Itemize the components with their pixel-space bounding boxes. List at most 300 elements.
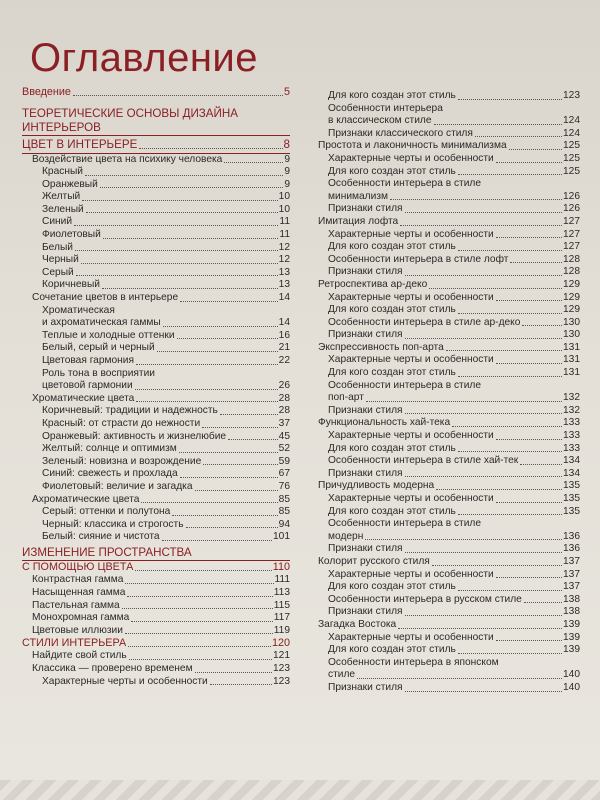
toc-entry-page: 131 [563,367,580,379]
toc-entry[interactable] [22,191,290,204]
toc-entry-title: Для кого создан этот стиль [328,367,456,379]
toc-entry-title: Загадка Востока [318,618,397,630]
toc-entry-title: Имитация лофта [318,215,399,227]
dot-leader [125,583,273,584]
toc-entry-title: Характерные черты и особенности [328,568,494,580]
toc-entry[interactable] [318,480,580,493]
toc-entry-page: 37 [278,417,290,429]
toc-entry[interactable] [22,443,290,456]
toc-entry[interactable] [22,330,290,343]
toc-entry[interactable] [318,443,580,456]
toc-entry[interactable] [22,393,290,406]
toc-entry-page: 94 [278,518,290,530]
toc-entry-page: 85 [278,493,290,505]
toc-entry-title: и ахроматическая гаммы [42,317,161,329]
toc-entry-title: ЦВЕТ В ИНТЕРЬЕРЕ [22,138,138,151]
toc-entry[interactable] [22,600,290,613]
toc-entry-page: 133 [563,442,580,454]
dot-leader [405,615,562,616]
toc-entry[interactable] [22,267,290,280]
toc-entry-title: Сочетание цветов в интерьере [32,292,179,304]
dot-leader [128,646,271,647]
toc-entry-page: 52 [278,443,290,455]
toc-entry[interactable] [318,417,580,430]
dot-leader [172,515,277,516]
dot-leader [434,124,562,125]
toc-entry[interactable] [22,107,290,136]
toc-entry-title: Черный: классика и строгость [42,518,184,530]
dot-leader [436,489,562,490]
toc-entry-page: 134 [563,455,580,467]
toc-entry[interactable] [318,254,580,267]
dot-leader [520,464,562,465]
dot-leader [524,602,562,603]
dot-leader [398,628,562,629]
toc-entry[interactable] [22,380,290,393]
dot-leader [75,250,278,251]
toc-entry-title: Синий: свежесть и прохлада [42,468,178,480]
toc-entry-title: Причудливость модерна [318,480,435,492]
toc-entry-page: 135 [563,480,580,492]
dot-leader [228,439,278,440]
dot-leader [458,174,562,175]
toc-entry[interactable] [22,663,290,676]
toc-entry-title: Красный: от страсти до нежности [42,417,201,429]
toc-entry-title: Найдите свой стиль [32,650,127,662]
toc-entry[interactable] [318,115,580,128]
toc-entry-title: ИЗМЕНЕНИЕ ПРОСТРАНСТВА [22,545,192,559]
toc-entry[interactable] [22,86,290,99]
toc-entry-title: Особенности интерьера в стиле [328,518,482,530]
toc-entry-title: Характерные черты и особенности [328,152,494,164]
toc-entry-page: 133 [563,430,580,442]
toc-entry[interactable] [318,569,580,582]
toc-entry[interactable] [318,203,580,216]
dot-leader [103,238,279,239]
toc-entry-page: 12 [278,254,290,266]
dot-leader [365,539,562,540]
toc-entry-title: Признаки стиля [328,404,403,416]
toc-entry[interactable] [318,329,580,342]
toc-entry[interactable] [318,140,580,153]
toc-entry-title: Фиолетовый [42,229,101,241]
toc-entry-title: ТЕОРЕТИЧЕСКИЕ ОСНОВЫ ДИЗАЙНА ИНТЕРЬЕРОВ [22,107,238,134]
dot-leader [405,552,562,553]
toc-entry-title: Функциональность хай-тека [318,417,451,429]
toc-entry[interactable] [318,342,580,355]
dot-leader [496,162,562,163]
toc-entry-page: 130 [563,329,580,341]
toc-entry[interactable] [318,430,580,443]
dot-leader [186,527,278,528]
toc-entry[interactable] [22,279,290,292]
toc-entry-page: 9 [284,166,290,178]
toc-entry-page: 125 [563,165,580,177]
toc-entry-title: Зеленый: новизна и возрождение [42,455,202,467]
dot-leader [131,621,272,622]
toc-entry-page: 28 [278,405,290,417]
toc-entry-title: Оранжевый: активность и жизнелюбие [42,430,227,442]
toc-entry[interactable] [22,355,290,368]
toc-entry[interactable] [22,229,290,242]
toc-entry-title: Введение [22,86,71,98]
toc-entry[interactable] [318,354,580,367]
dot-leader [458,514,562,515]
toc-entry-title: Желтый [42,191,81,203]
dot-leader [135,570,271,571]
toc-entry-page: 115 [273,599,290,611]
dot-leader [405,275,562,276]
toc-entry-page: 140 [563,681,580,693]
toc-entry-title: Признаки стиля [328,467,403,479]
toc-entry[interactable] [22,305,290,318]
dot-leader [136,364,278,365]
dot-leader [496,300,562,301]
toc-entry-page: 16 [278,329,290,341]
toc-entry[interactable] [318,128,580,141]
toc-entry-title: Ахроматические цвета [32,493,140,505]
toc-entry-page: 8 [283,138,290,151]
toc-entry-page: 121 [273,650,290,662]
toc-entry-title: в классическом стиле [328,115,432,127]
toc-entry-title: Оранжевый [42,178,98,190]
toc-entry-title: Особенности интерьера в стиле [328,379,482,391]
toc-entry-title: Характерные черты и особенности [328,228,494,240]
toc-entry-title: Белый: сияние и чистота [42,531,160,543]
toc-entry[interactable] [22,292,290,305]
dot-leader [224,162,283,163]
toc-entry-title: Характерные черты и особенности [42,675,208,687]
toc-entry[interactable] [22,625,290,638]
toc-entry-title: Коричневый [42,279,100,291]
dot-leader [220,414,278,415]
toc-entry-title: Серый [42,266,74,278]
toc-entry-page: 101 [273,531,290,543]
toc-entry[interactable] [318,241,580,254]
toc-entry[interactable] [318,506,580,519]
toc-entry-title: Для кого создан этот стиль [328,165,456,177]
toc-entry-page: 9 [284,153,290,165]
toc-entry[interactable] [22,650,290,663]
toc-entry-page: 126 [563,190,580,202]
toc-entry-title: Экспрессивность поп-арта [318,341,444,353]
dot-leader [136,401,277,402]
dot-leader [458,653,562,654]
dot-leader [85,175,283,176]
toc-entry-title: Хроматическая [42,304,115,316]
toc-entry-title: Характерные черты и особенности [328,631,494,643]
toc-entry[interactable] [318,266,580,279]
toc-entry[interactable] [318,619,580,632]
toc-entry-page: 13 [278,266,290,278]
toc-entry-page: 113 [273,587,290,598]
dot-leader [475,136,562,137]
dot-leader [203,464,277,465]
toc-entry[interactable] [318,392,580,405]
dot-leader [82,200,277,201]
toc-entry-page: 127 [563,215,580,227]
toc-entry[interactable] [22,138,290,154]
toc-entry[interactable] [22,204,290,217]
toc-entry-title: Признаки стиля [328,681,403,693]
dot-leader [157,351,278,352]
toc-entry[interactable] [318,178,580,191]
toc-entry[interactable] [22,637,290,650]
toc-entry-title: Для кого создан этот стиль [328,304,456,316]
toc-entry[interactable] [22,166,290,179]
toc-entry-title: Для кого создан этот стиль [328,644,456,656]
toc-entry-title: С ПОМОЩЬЮ ЦВЕТА [22,561,134,574]
toc-entry[interactable] [22,468,290,481]
toc-entry[interactable] [22,587,290,600]
dot-leader [452,426,562,427]
toc-entry[interactable] [318,317,580,330]
toc-entry-title: Зеленый [42,203,84,215]
toc-entry[interactable] [318,216,580,229]
toc-entry-page: 14 [278,292,290,304]
toc-entry-page: 127 [563,228,580,240]
toc-entry[interactable] [22,216,290,229]
toc-entry-title: Для кого создан этот стиль [328,442,456,454]
dot-leader [405,476,562,477]
toc-entry-title: Признаки стиля [328,606,403,618]
dot-leader [125,633,273,634]
toc-entry[interactable] [318,594,580,607]
toc-entry[interactable] [22,481,290,494]
toc-entry-page: 139 [563,618,580,630]
toc-entry[interactable] [22,154,290,167]
toc-entry-page: 139 [563,644,580,656]
toc-entry-page: 123 [563,90,580,101]
dot-leader [76,275,278,276]
toc-entry-title: Воздействие цвета на психику человека [32,153,223,165]
dot-leader [509,149,562,150]
toc-entry[interactable] [22,342,290,355]
toc-entry-page: 127 [563,241,580,253]
toc-entry-page: 137 [563,581,580,593]
dot-leader [458,99,562,100]
toc-entry-page: 67 [278,468,290,480]
toc-entry-title: Фиолетовый: величие и загадка [42,480,193,492]
dot-leader [458,590,562,591]
toc-entry-title: минимализм [328,190,388,202]
toc-entry[interactable] [318,644,580,657]
toc-entry[interactable] [22,546,290,562]
toc-entry-title: Особенности интерьера в стиле [328,178,482,190]
toc-entry-title: Для кого создан этот стиль [328,241,456,253]
toc-entry[interactable] [318,367,580,380]
dot-leader [210,684,272,685]
toc-entry-page: 125 [563,152,580,164]
spacer [22,99,290,105]
toc-entry-page: 126 [563,203,580,215]
toc-entry-page: 137 [563,555,580,567]
toc-entry[interactable] [318,531,580,544]
toc-entry[interactable] [318,682,580,695]
page-title: Оглавление [30,36,259,80]
dot-leader [496,640,562,641]
toc-entry-page: 125 [563,140,580,152]
toc-entry-page: 135 [563,493,580,504]
toc-entry-title: Теплые и холодные оттенки [42,329,175,341]
dot-leader [202,427,278,428]
toc-entry[interactable] [318,493,580,506]
dot-leader [357,678,562,679]
toc-entry-page: 117 [273,612,290,624]
toc-entry-title: Контрастная гамма [32,574,124,586]
toc-entry-title: Особенности интерьера в стиле хай-тек [328,455,519,467]
toc-entry-page: 21 [278,342,290,354]
dot-leader [458,313,562,314]
toc-entry-title: Особенности интерьера в стиле лофт [328,253,509,265]
toc-entry[interactable] [318,632,580,645]
dot-leader [458,250,562,251]
toc-entry-title: Для кого создан этот стиль [328,505,456,517]
toc-entry[interactable] [318,556,580,569]
toc-entry-title: Монохромная гамма [32,612,130,624]
toc-entry-title: Цветовая гармония [42,355,135,366]
toc-entry[interactable] [318,292,580,305]
toc-entry-page: 124 [563,127,580,139]
dot-leader [496,577,562,578]
toc-entry-title: Желтый: солнце и оптимизм [42,443,177,455]
dot-leader [446,350,562,351]
toc-entry[interactable] [318,304,580,317]
dot-leader [510,262,562,263]
toc-entry[interactable] [22,519,290,532]
toc-entry-title: Классика — проверено временем [32,662,193,674]
toc-entry[interactable] [22,506,290,519]
toc-entry-title: Коричневый: традиции и надежность [42,405,218,417]
toc-entry[interactable] [318,657,580,670]
toc-entry-page: 123 [273,662,290,674]
toc-entry[interactable] [318,581,580,594]
toc-entry-page: 132 [563,392,580,404]
toc-entry-page: 129 [563,278,580,290]
toc-entry-page: 45 [278,430,290,442]
dot-leader [177,338,278,339]
toc-entry-page: 138 [563,606,580,618]
toc-entry[interactable] [318,153,580,166]
toc-entry-title: Ретроспектива ар-деко [318,278,428,290]
toc-entry-page: 130 [563,316,580,328]
toc-entry[interactable] [318,191,580,204]
dot-leader [141,502,277,503]
toc-entry-title: Особенности интерьера в русском стиле [328,593,522,605]
toc-entry-page: 22 [278,355,290,366]
dot-leader [180,477,278,478]
toc-entry-title: Черный [42,254,79,266]
toc-entry-page: 111 [274,574,290,586]
toc-entry[interactable] [22,561,290,574]
dot-leader [139,148,282,149]
toc-entry-page: 128 [563,266,580,278]
toc-entry[interactable] [22,418,290,431]
toc-entry-page: 138 [563,593,580,605]
toc-entry-page: 140 [563,669,580,681]
toc-entry[interactable] [318,606,580,619]
toc-entry[interactable] [318,543,580,556]
toc-entry-page: 26 [278,380,290,392]
toc-entry[interactable] [318,380,580,393]
toc-entry[interactable] [22,456,290,469]
toc-entry-title: Характерные черты и особенности [328,354,494,366]
toc-entry-page: 110 [272,561,290,574]
toc-entry-title: Колорит русского стиля [318,555,430,567]
toc-entry-page: 136 [563,530,580,542]
toc-entry-title: Хроматические цвета [32,392,135,404]
toc-entry-title: Белый [42,241,73,253]
toc-entry[interactable] [318,229,580,242]
toc-entry-title: Синий [42,216,73,228]
toc-entry[interactable] [22,574,290,587]
toc-entry-title: Для кого создан этот стиль [328,90,456,101]
toc-entry[interactable] [318,518,580,531]
toc-entry[interactable] [318,669,580,682]
toc-entry-title: Характерные черты и особенности [328,291,494,303]
toc-entry-title: Признаки классического стиля [328,127,473,139]
toc-entry[interactable] [318,468,580,481]
dot-leader [405,212,562,213]
toc-entry-page: 134 [563,467,580,479]
dot-leader [390,199,562,200]
toc-entry[interactable] [22,254,290,267]
dot-leader [429,288,562,289]
toc-entry[interactable] [22,368,290,381]
toc-entry-page: 11 [279,229,290,241]
toc-entry-title: Роль тона в восприятии [42,367,155,379]
toc-entry-page: 59 [278,455,290,467]
toc-entry-title: модерн [328,530,364,542]
toc-entry[interactable] [22,612,290,625]
toc-entry-title: Признаки стиля [328,266,403,278]
dot-leader [432,565,562,566]
toc-entry-page: 133 [563,417,580,429]
toc-entry[interactable] [22,676,290,689]
dot-leader [73,95,283,96]
toc-entry-title: Красный [42,166,83,178]
dot-leader [366,401,562,402]
toc-entry-page: 119 [273,624,290,636]
toc-entry[interactable] [318,455,580,468]
toc-entry[interactable] [22,531,290,544]
toc-entry[interactable] [22,242,290,255]
toc-entry[interactable] [318,166,580,179]
toc-entry[interactable] [318,405,580,418]
dot-leader [102,288,278,289]
toc-entry-title: Признаки стиля [328,543,403,555]
dot-leader [122,608,273,609]
dot-leader [496,502,562,503]
toc-entry[interactable] [318,279,580,292]
toc-entry-page: 123 [273,675,290,687]
toc-entry[interactable] [22,431,290,444]
toc-entry-page: 135 [563,505,580,517]
toc-entry[interactable] [22,494,290,507]
toc-entry[interactable] [22,179,290,192]
toc-entry-page: 85 [278,506,290,518]
toc-entry[interactable] [22,317,290,330]
toc-entry[interactable] [318,103,580,116]
toc-entry-page: 124 [563,115,580,127]
dot-leader [405,691,562,692]
toc-entry[interactable] [22,405,290,418]
dot-leader [127,596,272,597]
toc-entry[interactable] [318,90,580,103]
toc-entry-page: 11 [279,216,290,228]
dot-leader [163,326,278,327]
toc-entry-title: Серый: оттенки и полутона [42,506,171,518]
